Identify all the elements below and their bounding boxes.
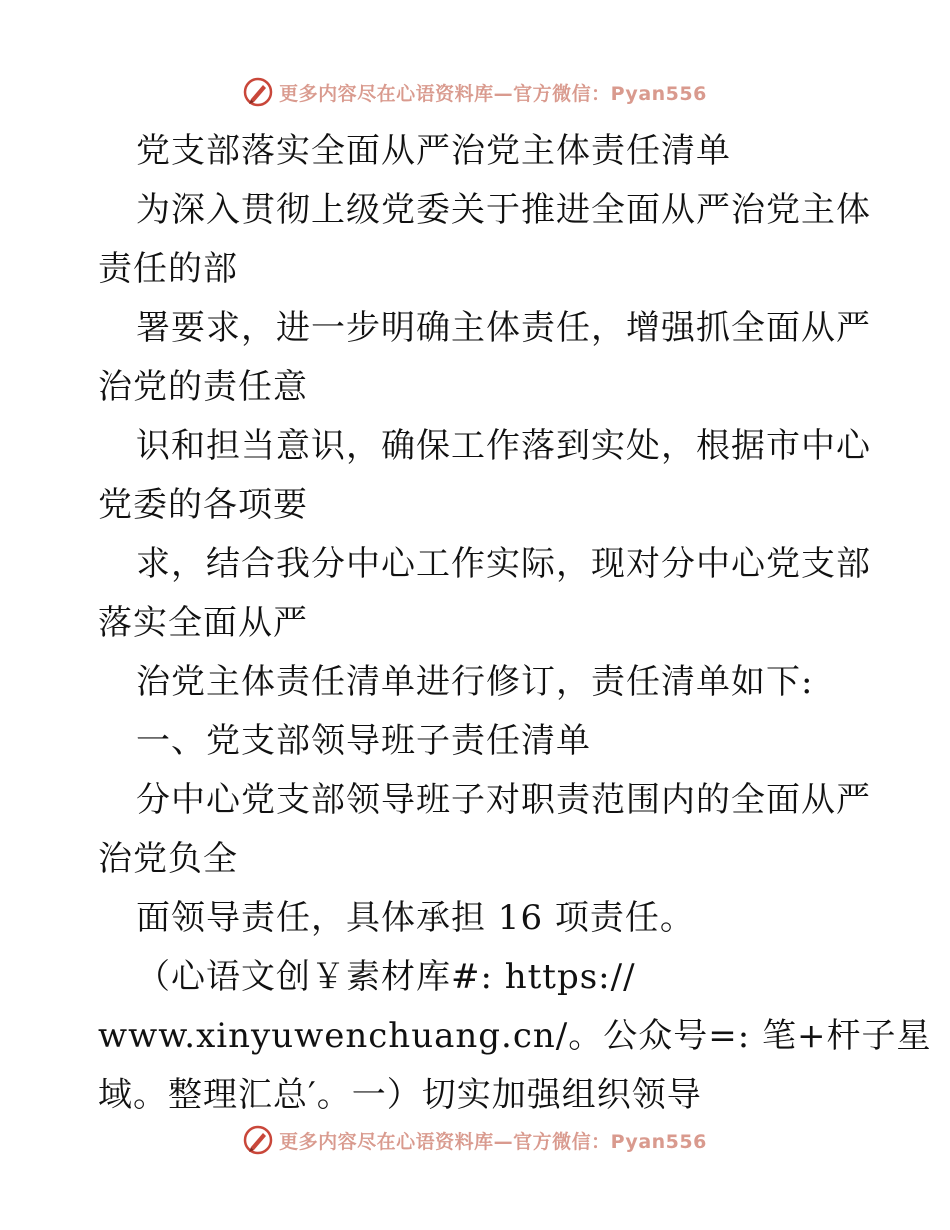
watermark-header [0, 72, 950, 112]
paragraph-line: 治党负全 [98, 839, 238, 879]
pen-logo-icon [243, 1125, 273, 1155]
paragraph-line: （心语文创￥素材库#: https:// [136, 957, 636, 997]
watermark-text: 更多内容尽在心语资料库—官方微信：Pyan556 [279, 1130, 707, 1153]
paragraph-line: 求，结合我分中心工作实际，现对分中心党支部 [136, 544, 871, 584]
paragraph-line: 分中心党支部领导班子对职责范围内的全面从严 [136, 780, 871, 820]
paragraph-line: 责任的部 [98, 249, 238, 289]
paragraph-line: 党委的各项要 [98, 485, 308, 525]
paragraph-line: 署要求，进一步明确主体责任，增强抓全面从严 [136, 308, 871, 348]
paragraph-line: 为深入贯彻上级党委关于推进全面从严治党主体 [136, 190, 871, 230]
document-title: 党支部落实全面从严治党主体责任清单 [136, 131, 731, 171]
paragraph-line: 落实全面从严 [98, 603, 308, 643]
paragraph-line: 治党主体责任清单进行修订，责任清单如下: [136, 662, 814, 702]
paragraph-line: 识和担当意识，确保工作落到实处，根据市中心 [136, 426, 871, 466]
paragraph-line: 面领导责任，具体承担 16 项责任。 [136, 898, 695, 938]
pen-logo-icon [243, 77, 273, 107]
paragraph-line: www.xinyuwenchuang.cn/。公众号=: 笔+杆子星 [98, 1016, 932, 1056]
watermark-text: 更多内容尽在心语资料库—官方微信：Pyan556 [279, 82, 707, 105]
watermark-footer [0, 1120, 950, 1160]
paragraph-line: 治党的责任意 [98, 367, 308, 407]
section-heading: 一、党支部领导班子责任清单 [136, 721, 591, 761]
paragraph-line: 域。整理汇总′。一）切实加强组织领导 [98, 1075, 702, 1115]
document-body [98, 122, 932, 1125]
